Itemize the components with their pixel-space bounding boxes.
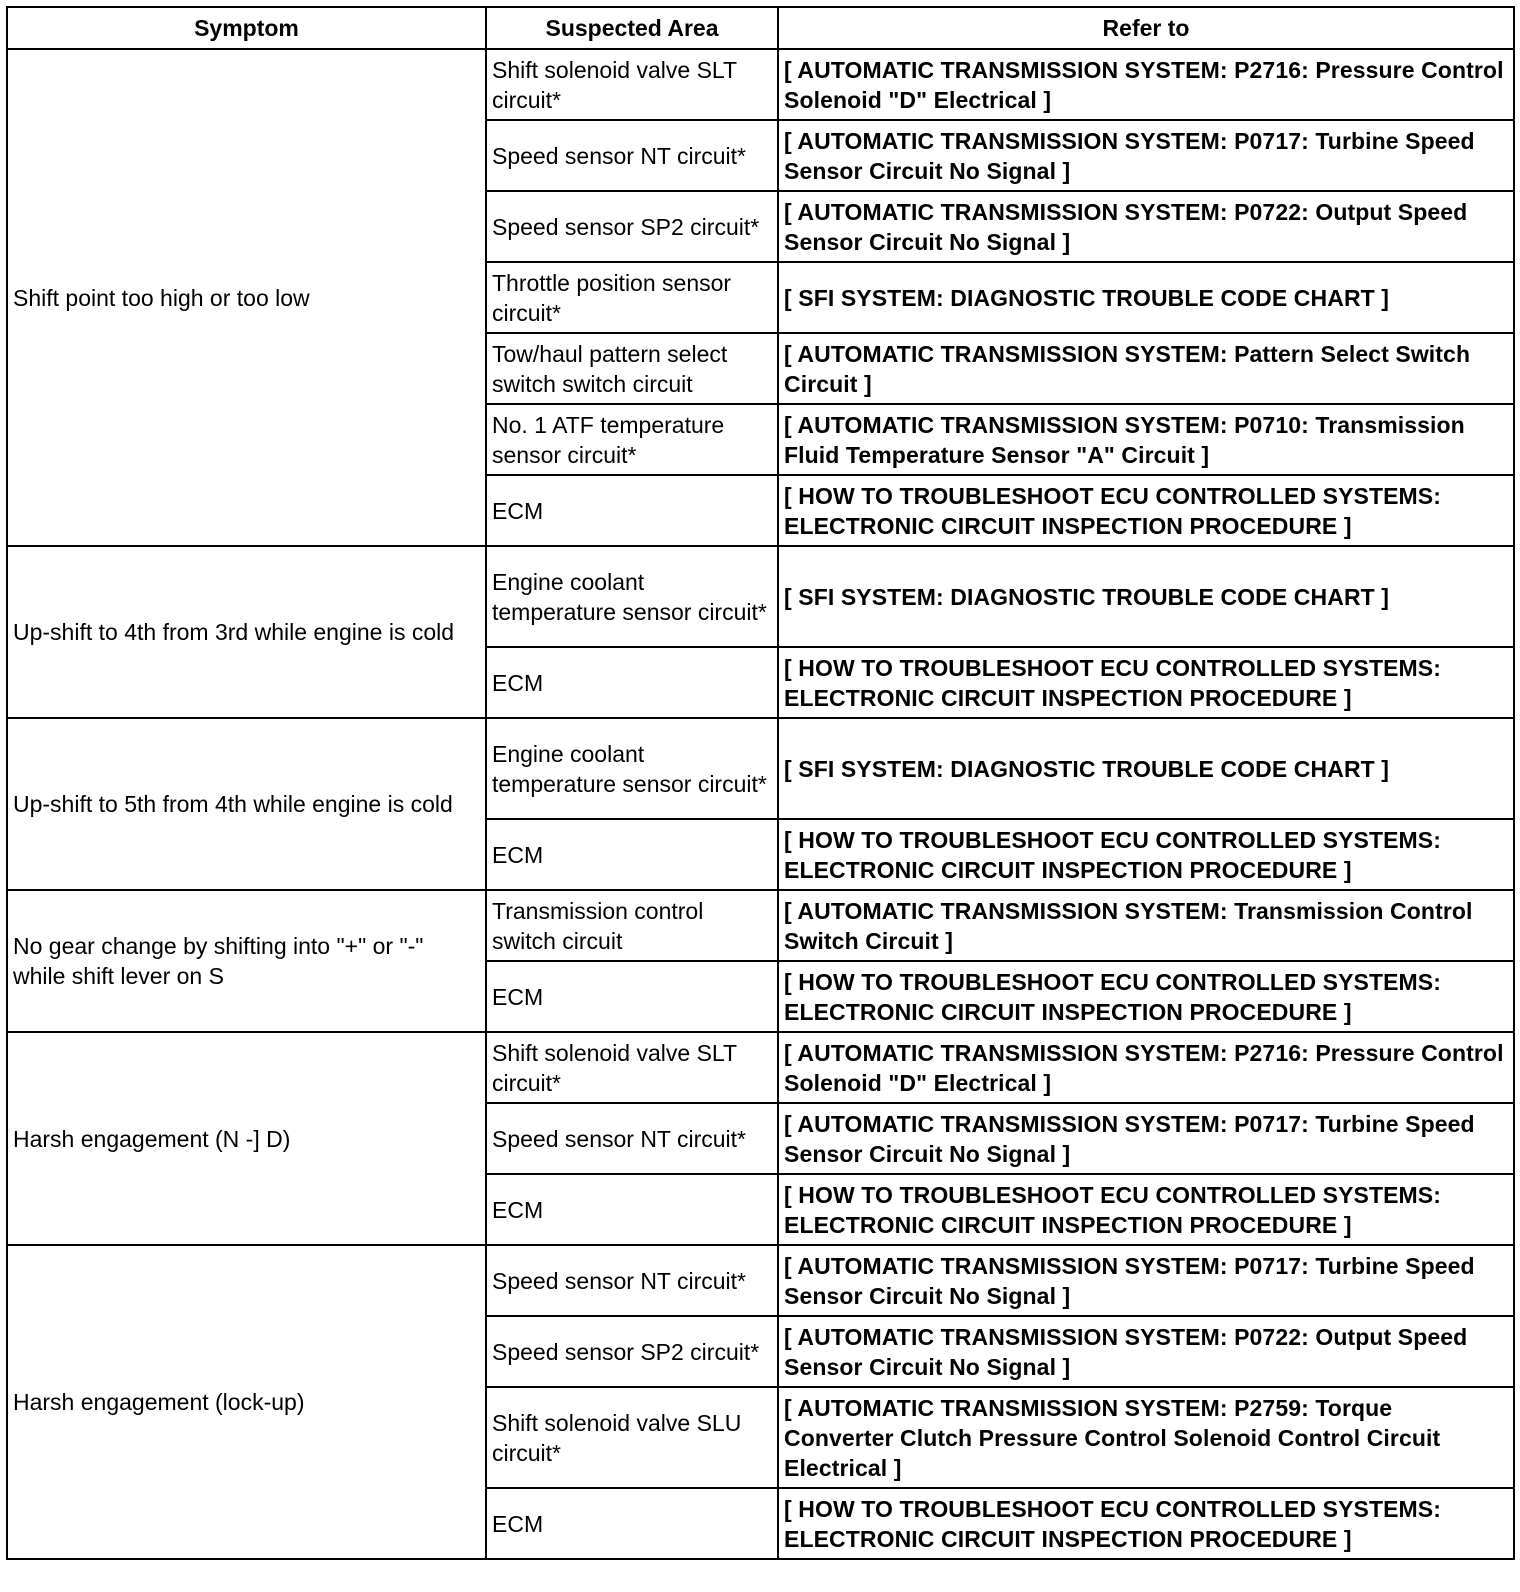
suspected-area-cell: Speed sensor SP2 circuit* [486, 1316, 778, 1387]
suspected-area-cell: ECM [486, 647, 778, 718]
refer-to-cell: [ AUTOMATIC TRANSMISSION SYSTEM: P0710: Transmission Fluid Temperature Sensor "A" Circuit ] [778, 404, 1514, 475]
suspected-area-cell: Tow/haul pattern select switch switch circuit [486, 333, 778, 404]
symptom-cell: Up-shift to 5th from 4th while engine is cold [7, 718, 486, 890]
refer-to-cell: [ AUTOMATIC TRANSMISSION SYSTEM: P0717: Turbine Speed Sensor Circuit No Signal ] [778, 1245, 1514, 1316]
header-refer-to: Refer to [778, 7, 1514, 49]
refer-to-cell: [ AUTOMATIC TRANSMISSION SYSTEM: Pattern Select Switch Circuit ] [778, 333, 1514, 404]
refer-to-cell: [ HOW TO TROUBLESHOOT ECU CONTROLLED SYSTEMS: ELECTRONIC CIRCUIT INSPECTION PROCEDURE ] [778, 961, 1514, 1032]
refer-to-cell: [ AUTOMATIC TRANSMISSION SYSTEM: P0717: Turbine Speed Sensor Circuit No Signal ] [778, 120, 1514, 191]
suspected-area-cell: Speed sensor NT circuit* [486, 1245, 778, 1316]
suspected-area-cell: Shift solenoid valve SLT circuit* [486, 49, 778, 120]
refer-to-cell: [ SFI SYSTEM: DIAGNOSTIC TROUBLE CODE CHART ] [778, 262, 1514, 333]
refer-to-cell: [ AUTOMATIC TRANSMISSION SYSTEM: Transmission Control Switch Circuit ] [778, 890, 1514, 961]
suspected-area-cell: ECM [486, 1174, 778, 1245]
table-row [7, 49, 1514, 120]
refer-to-cell: [ HOW TO TROUBLESHOOT ECU CONTROLLED SYSTEMS: ELECTRONIC CIRCUIT INSPECTION PROCEDURE ] [778, 819, 1514, 890]
suspected-area-cell: Engine coolant temperature sensor circuit* [486, 718, 778, 819]
refer-to-cell: [ AUTOMATIC TRANSMISSION SYSTEM: P2716: Pressure Control Solenoid "D" Electrical ] [778, 1032, 1514, 1103]
symptom-cell: Harsh engagement (N -] D) [7, 1032, 486, 1245]
table-row [7, 1245, 1514, 1316]
table-row [7, 1032, 1514, 1103]
refer-to-cell: [ HOW TO TROUBLESHOOT ECU CONTROLLED SYSTEMS: ELECTRONIC CIRCUIT INSPECTION PROCEDURE ] [778, 1488, 1514, 1559]
suspected-area-cell: ECM [486, 819, 778, 890]
refer-to-cell: [ HOW TO TROUBLESHOOT ECU CONTROLLED SYSTEMS: ELECTRONIC CIRCUIT INSPECTION PROCEDURE ] [778, 1174, 1514, 1245]
suspected-area-cell: Shift solenoid valve SLT circuit* [486, 1032, 778, 1103]
refer-to-cell: [ HOW TO TROUBLESHOOT ECU CONTROLLED SYSTEMS: ELECTRONIC CIRCUIT INSPECTION PROCEDURE ] [778, 647, 1514, 718]
table-row [7, 718, 1514, 819]
suspected-area-cell: Shift solenoid valve SLU circuit* [486, 1387, 778, 1488]
suspected-area-cell: Transmission control switch circuit [486, 890, 778, 961]
troubleshooting-table [6, 6, 1515, 1560]
table-row [7, 890, 1514, 961]
symptom-cell: Shift point too high or too low [7, 49, 486, 546]
suspected-area-cell: ECM [486, 961, 778, 1032]
symptom-cell: Up-shift to 4th from 3rd while engine is cold [7, 546, 486, 718]
refer-to-cell: [ AUTOMATIC TRANSMISSION SYSTEM: P0717: Turbine Speed Sensor Circuit No Signal ] [778, 1103, 1514, 1174]
suspected-area-cell: Throttle position sensor circuit* [486, 262, 778, 333]
suspected-area-cell: Speed sensor NT circuit* [486, 120, 778, 191]
suspected-area-cell: ECM [486, 475, 778, 546]
suspected-area-cell: Speed sensor SP2 circuit* [486, 191, 778, 262]
refer-to-cell: [ AUTOMATIC TRANSMISSION SYSTEM: P2716: Pressure Control Solenoid "D" Electrical ] [778, 49, 1514, 120]
refer-to-cell: [ AUTOMATIC TRANSMISSION SYSTEM: P0722: Output Speed Sensor Circuit No Signal ] [778, 191, 1514, 262]
refer-to-cell: [ SFI SYSTEM: DIAGNOSTIC TROUBLE CODE CHART ] [778, 718, 1514, 819]
refer-to-cell: [ AUTOMATIC TRANSMISSION SYSTEM: P0722: Output Speed Sensor Circuit No Signal ] [778, 1316, 1514, 1387]
suspected-area-cell: Engine coolant temperature sensor circuit* [486, 546, 778, 647]
header-row [7, 7, 1514, 49]
symptom-cell: Harsh engagement (lock-up) [7, 1245, 486, 1559]
table-row [7, 546, 1514, 647]
refer-to-cell: [ AUTOMATIC TRANSMISSION SYSTEM: P2759: Torque Converter Clutch Pressure Control Solenoid Control Circuit Electrical ] [778, 1387, 1514, 1488]
header-suspected-area: Suspected Area [486, 7, 778, 49]
suspected-area-cell: Speed sensor NT circuit* [486, 1103, 778, 1174]
symptom-cell: No gear change by shifting into "+" or "-" while shift lever on S [7, 890, 486, 1032]
suspected-area-cell: No. 1 ATF temperature sensor circuit* [486, 404, 778, 475]
refer-to-cell: [ HOW TO TROUBLESHOOT ECU CONTROLLED SYSTEMS: ELECTRONIC CIRCUIT INSPECTION PROCEDURE ] [778, 475, 1514, 546]
suspected-area-cell: ECM [486, 1488, 778, 1559]
refer-to-cell: [ SFI SYSTEM: DIAGNOSTIC TROUBLE CODE CHART ] [778, 546, 1514, 647]
header-symptom: Symptom [7, 7, 486, 49]
